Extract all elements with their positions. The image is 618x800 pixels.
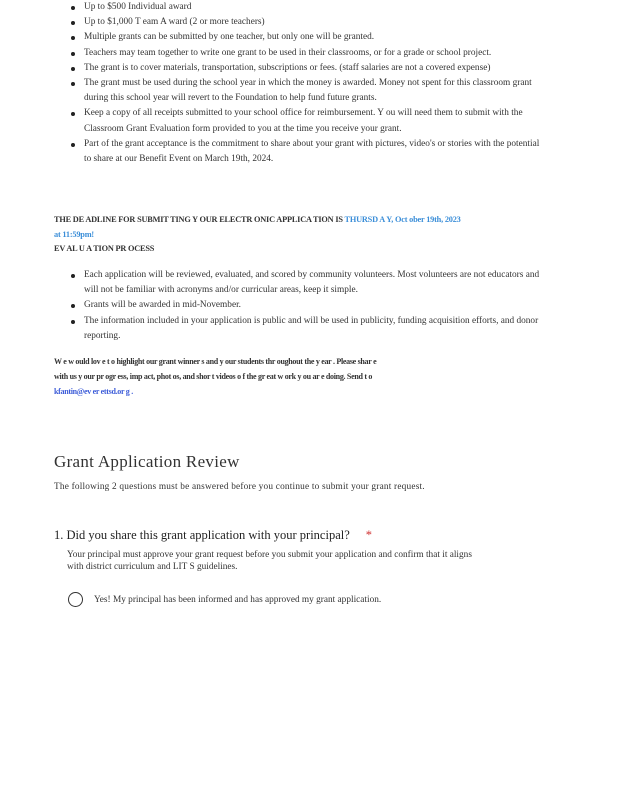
list-item: Teachers may team together to write one grant to be used in their classrooms, or for a grade or school project. — [0, 46, 618, 61]
list-item: Multiple grants can be submitted by one teacher, but only one will be granted. — [0, 30, 618, 45]
list-item: The grant must be used during the school year in which the money is awarded. Money not spent for this classroom grant during this school year will revert to the Foundation to help fund future grants. — [0, 76, 618, 106]
section-title: Grant Application Review — [54, 452, 240, 471]
share-text-line: with us y our pr ogr ess, imp act, phot os, and shor t videos o f the gr eat w ork y ou ar e doing. Send t o — [54, 372, 373, 381]
list-item: Up to $500 Individual award — [0, 0, 618, 15]
contact-email-link[interactable]: kfantin@ev er ettsd.or g . — [54, 387, 133, 396]
question-title — [54, 528, 372, 543]
answer-option-label[interactable]: Yes! My principal has been informed and has approved my grant application. — [94, 594, 382, 605]
question-text: 1. Did you share this grant application with your principal? — [54, 528, 350, 542]
list-item: Up to $1,000 T eam A ward (2 or more teachers) — [0, 15, 618, 30]
list-item: Grants will be awarded in mid-November. — [0, 298, 618, 313]
list-item: Keep a copy of all receipts submitted to your school office for reimbursement. Y ou will need them to submit with the Classroom Grant Evaluation form provided to you at the time you receive your grant. — [0, 106, 618, 136]
deadline-time: at 11:59pm! — [54, 230, 94, 239]
radio-button[interactable] — [68, 592, 83, 607]
list-item: The information included in your application is public and will be used in publicity, funding acquisition efforts, and donor reporting. — [0, 314, 618, 344]
deadline-date: THURSD A Y, Oct ober 19th, 2023 — [344, 215, 461, 224]
deadline-text — [54, 215, 461, 224]
list-item: The grant is to cover materials, transportation, subscriptions or fees. (staff salaries are not a covered expense) — [0, 61, 618, 76]
award-rules-list — [0, 0, 618, 167]
answer-option[interactable] — [68, 592, 381, 607]
list-item: Each application will be reviewed, evaluated, and scored by community volunteers. Most volunteers are not educators and will not be familiar with acronyms and/or curricular areas, keep it simple. — [0, 268, 618, 298]
evaluation-heading: EV AL U A TION PR OCESS — [54, 244, 155, 253]
list-item: Part of the grant acceptance is the commitment to share about your grant with pictures, video's or stories with the potential to share at our Benefit Event on March 19th, 2024. — [0, 137, 618, 167]
share-text-line: W e w ould lov e t o highlight our grant winner s and y our students thr oughout the y ear . Please shar e — [54, 357, 377, 366]
question-help-text: Your principal must approve your grant request before you submit your application and confirm that it aligns with district curriculum and LIT S guidelines. — [67, 550, 472, 572]
evaluation-list — [0, 268, 618, 344]
deadline-prefix: THE DE ADLINE FOR SUBMIT TING Y OUR ELECTR ONIC APPLICA TION IS — [54, 215, 345, 224]
section-subtitle: The following 2 questions must be answered before you continue to submit your grant request. — [54, 482, 425, 492]
required-asterisk: * — [365, 528, 373, 542]
